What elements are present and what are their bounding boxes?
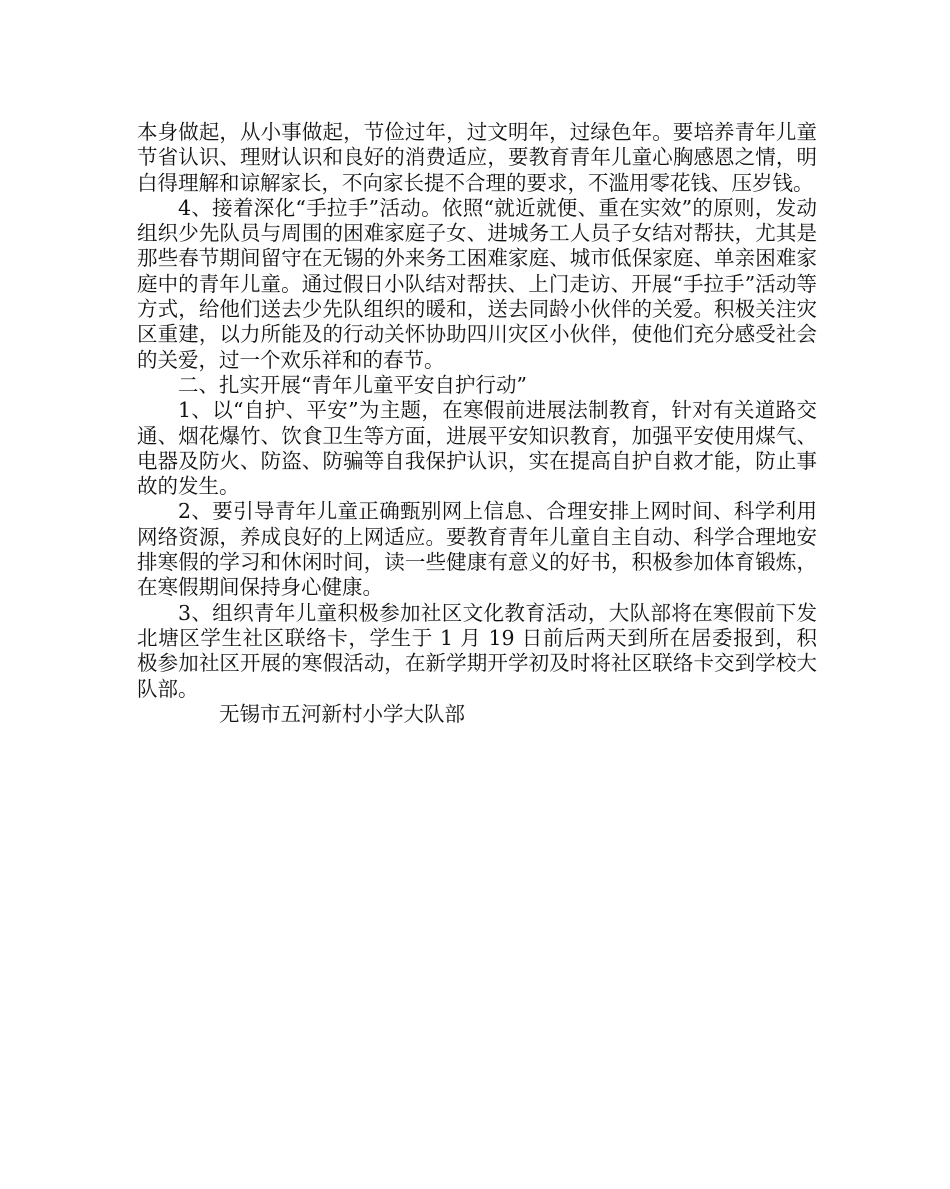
paragraph-continuation: 本身做起，从小事做起，节俭过年，过文明年，过绿色年。要培养青年儿童节省认识、理财认识和良好的消费适应，要教育青年儿童心胸感恩之情，明白得理解和谅解家长，不向家长提不合理的要求，不滥用零花钱、压岁钱。 xyxy=(137,120,817,195)
signature-line: 无锡市五河新村小学大队部 xyxy=(219,701,465,726)
paragraph-item-3: 3、组织青年儿童积极参加社区文化教育活动，大队部将在寒假前下发北塘区学生社区联络卡，学生于 1 月 19 日前后两天到所在居委报到，积极参加社区开展的寒假活动，在新学期开学初及时将社区联络卡交到学校大队部。 xyxy=(137,600,817,701)
document-page xyxy=(137,120,817,727)
section-heading-2: 二、扎实开展“青年儿童平安自护行动” xyxy=(178,372,527,397)
paragraph-item-1: 1、以“自护、平安”为主题，在寒假前进展法制教育，针对有关道路交通、烟花爆竹、饮食卫生等方面，进展平安知识教育，加强平安使用煤气、电器及防火、防盗、防骗等自我保护认识，实在提高自护自救才能，防止事故的发生。 xyxy=(137,398,817,499)
paragraph-item-2: 2、要引导青年儿童正确甄别网上信息、合理安排上网时间、科学利用网络资源，养成良好的上网适应。要教育青年儿童自主自动、科学合理地安排寒假的学习和休闲时间，读一些健康有意义的好书，积极参加体育锻炼，在寒假期间保持身心健康。 xyxy=(137,499,817,600)
paragraph-item-4: 4、接着深化“手拉手”活动。依照“就近就便、重在实效”的原则，发动组织少先队员与周围的困难家庭子女、进城务工人员子女结对帮扶，尤其是那些春节期间留守在无锡的外来务工困难家庭、城市低保家庭、单亲困难家庭中的青年儿童。通过假日小队结对帮扶、上门走访、开展“手拉手”活动等方式，给他们送去少先队组织的暖和，送去同龄小伙伴的关爱。积极关注灾区重建，以力所能及的行动关怀协助四川灾区小伙伴，使他们充分感受社会的关爱，过一个欢乐祥和的春节。 xyxy=(137,195,817,372)
